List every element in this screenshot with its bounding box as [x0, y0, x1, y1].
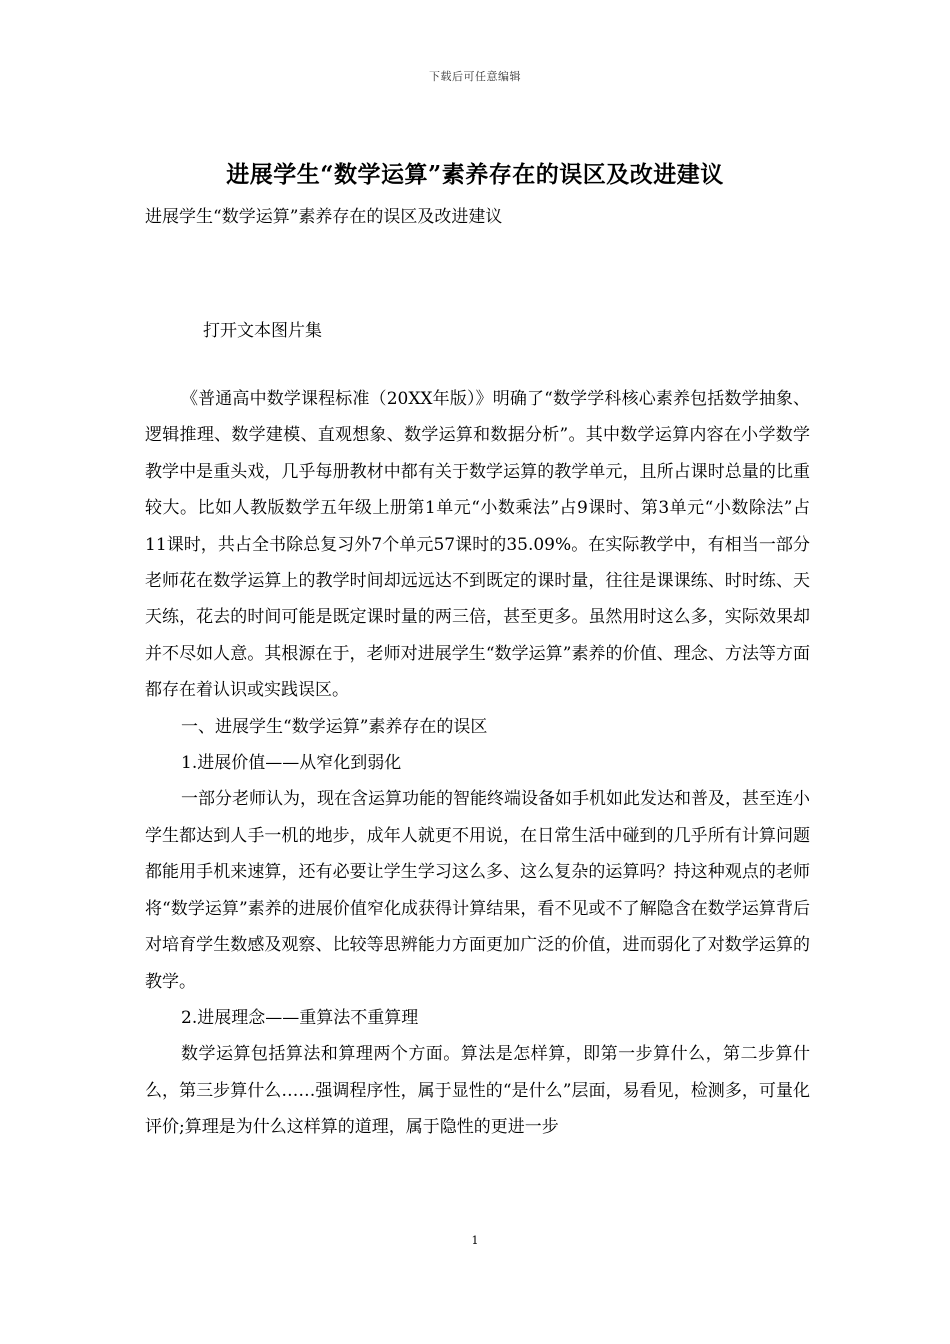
section-heading-misconceptions: 一、进展学生“数学运算”素养存在的误区: [181, 716, 488, 737]
subsection-heading-value: 1.进展价值——从窄化到弱化: [181, 753, 402, 774]
paragraph-intro: 《普通高中数学课程标准（20XX年版）》明确了“数学学科核心素养包括数学抽象、逻辑推理、数学建模、直观想象、数学运算和数据分析”。其中数学运算内容在小学数学教学中是重头戏，几乎每册教材中都有关于数学运算的教学单元，且所占课时总量的比重较大。比如人教版数学五年级上册第1单元“小数乘法”占9课时、第3单元“小数除法”占11课时，共占全书除总复习外7个单元57课时的35.09%。在实际教学中，有相当一部分老师花在数学运算上的教学时间却远远达不到既定的课时量，往往是课课练、时时练、天天练，花去的时间可能是既定课时量的两三倍，甚至更多。虽然用时这么多，实际效果却并不尽如人意。其根源在于，老师对进展学生“数学运算”素养的价值、理念、方法等方面都存在着认识或实践误区。: [145, 389, 810, 701]
page-number: 1: [471, 1234, 479, 1247]
paragraph-value: 一部分老师认为，现在含运算功能的智能终端设备如手机如此发达和普及，甚至连小学生都达到人手一机的地步，成年人就更不用说，在日常生活中碰到的几乎所有计算问题都能用手机来速算，还有必要让学生学习这么多、这么复杂的运算吗？持这种观点的老师将“数学运算”素养的进展价值窄化成获得计算结果，看不见或不了解隐含在数学运算背后对培育学生数感及观察、比较等思辨能力方面更加广泛的价值，进而弱化了对数学运算的教学。: [145, 789, 810, 992]
open-image-gallery-link[interactable]: 打开文本图片集: [203, 321, 322, 341]
page-header-note: 下载后可任意编辑: [429, 70, 521, 83]
document-title: 进展学生“数学运算”素养存在的误区及改进建议: [226, 161, 724, 188]
document-body: [145, 381, 810, 1146]
document-subtitle: 进展学生“数学运算”素养存在的误区及改进建议: [145, 207, 503, 227]
subsection-heading-concept: 2.进展理念——重算法不重算理: [181, 1007, 419, 1028]
paragraph-concept: 数学运算包括算法和算理两个方面。算法是怎样算，即第一步算什么，第二步算什么，第三步算什么……强调程序性，属于显性的“是什么”层面，易看见，检测多，可量化评价;算理是为什么这样算的道理，属于隐性的更进一步: [145, 1044, 810, 1138]
